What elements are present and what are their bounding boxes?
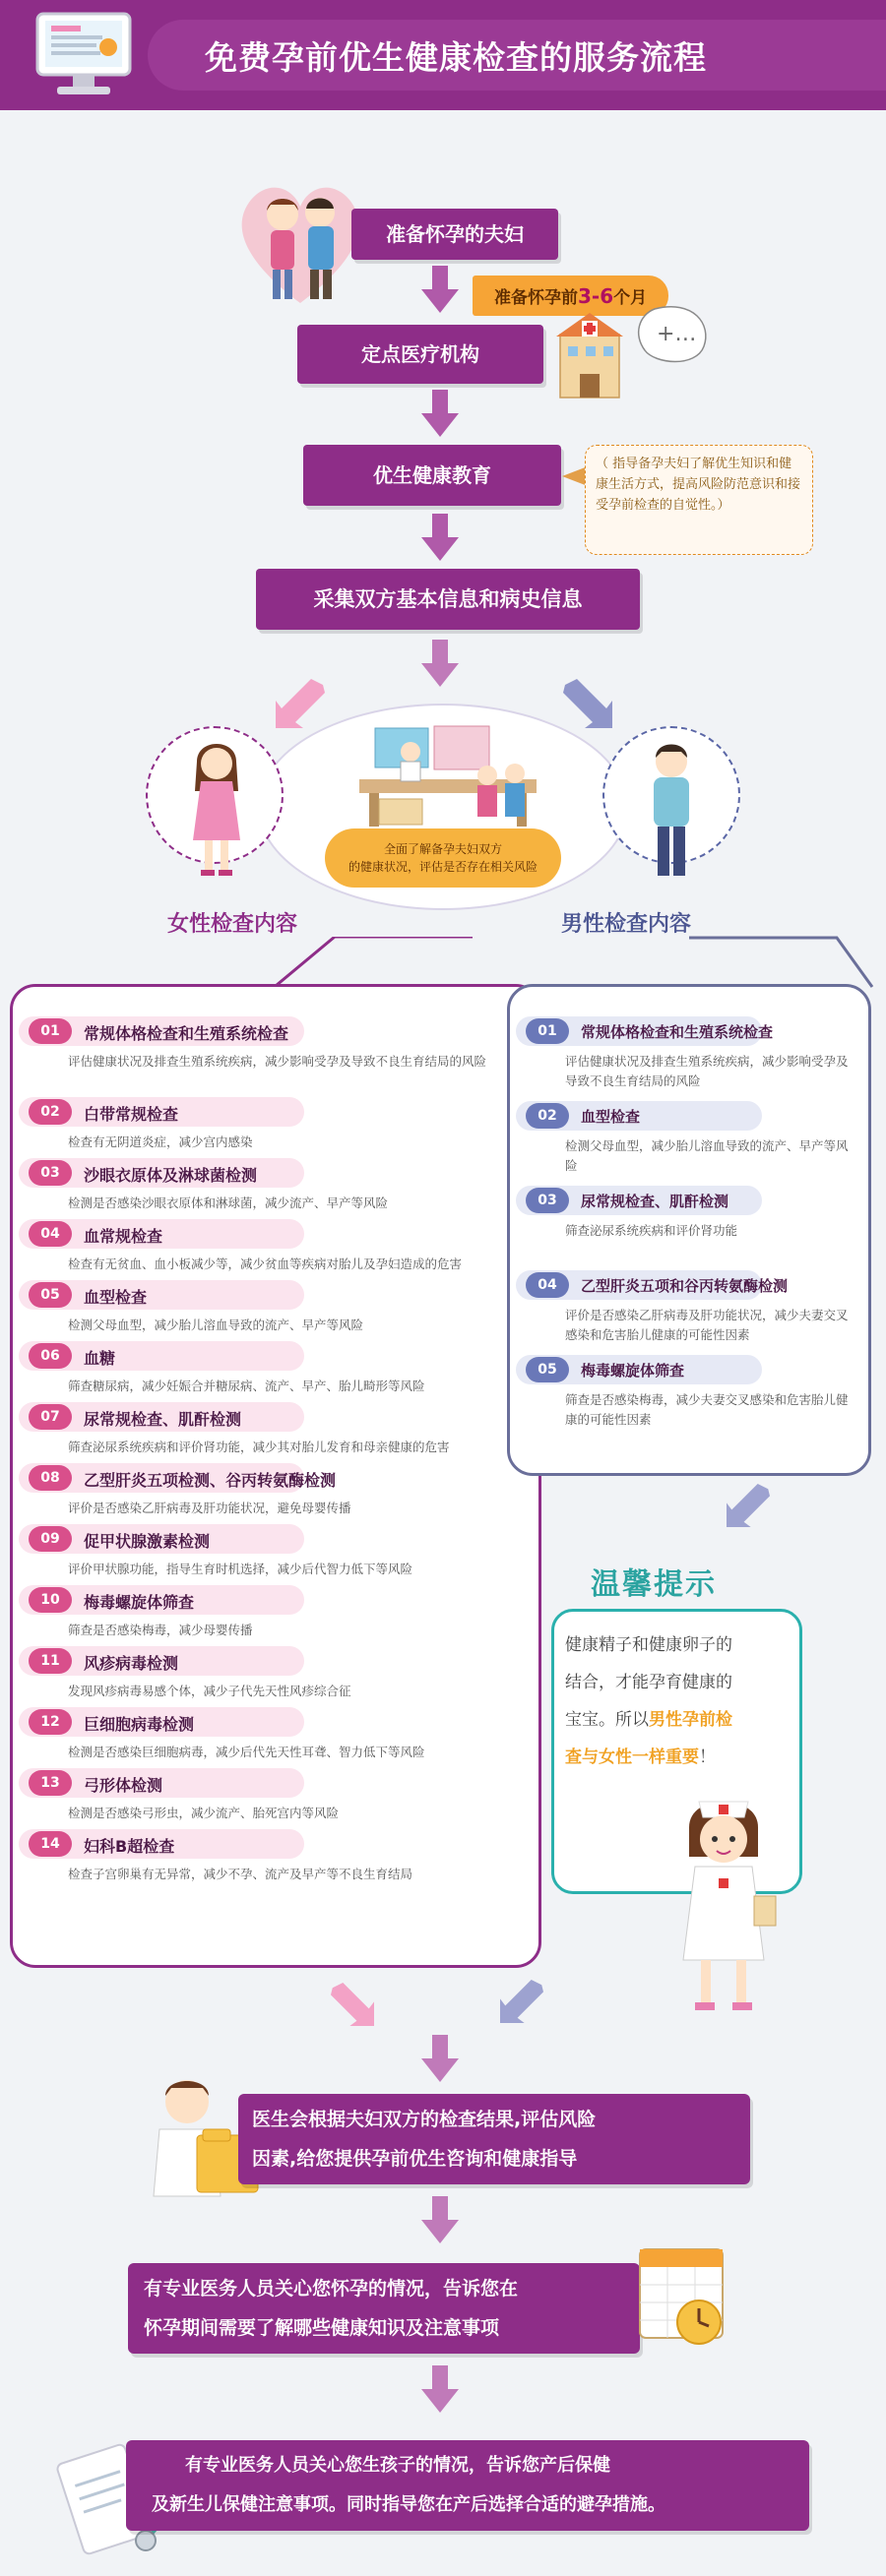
down-arrow-icon bbox=[421, 266, 459, 313]
item-title: 血型检查 bbox=[84, 1288, 148, 1307]
risk-line-1: 医生会根据夫妇双方的检查结果,评估风险 bbox=[252, 2109, 597, 2130]
item-number-badge: 10 bbox=[29, 1587, 72, 1613]
reminder-line-2: 结合，才能孕育健康的 bbox=[565, 1673, 732, 1692]
header-bar bbox=[0, 0, 886, 110]
reminder-title: 温馨提示 bbox=[591, 1567, 717, 1602]
time-tag-prefix: 准备怀孕前 bbox=[494, 288, 578, 308]
reminder-line-3 bbox=[565, 1701, 797, 1739]
item-description: 筛查是否感染梅毒，减少夫妻交叉感染和危害胎儿健康的可能性因素 bbox=[565, 1392, 849, 1427]
time-tag-range: 3-6 bbox=[578, 284, 614, 308]
item-description: 评估健康状况及排查生殖系统疾病，减少影响受孕及导致不良生育结局的风险 bbox=[68, 1054, 487, 1069]
computer-monitor-icon bbox=[30, 8, 138, 102]
nurse-illustration bbox=[660, 1788, 788, 2019]
down-right-arrow-icon bbox=[563, 679, 612, 728]
item-number-badge: 05 bbox=[526, 1357, 569, 1382]
down-left-arrow-icon bbox=[727, 1484, 770, 1527]
item-description: 检测父母血型，减少胎儿溶血导致的流产、早产等风险 bbox=[565, 1138, 849, 1173]
item-description: 检查子宫卵巢有无异常，减少不孕、流产及早产等不良生育结局 bbox=[68, 1867, 413, 1881]
male-section-label: 男性检查内容 bbox=[561, 912, 692, 937]
item-title: 白带常规检查 bbox=[84, 1105, 179, 1124]
assessment-line-2: 的健康状况，评估是否存在相关风险 bbox=[348, 860, 538, 874]
item-title: 促甲状腺激素检测 bbox=[84, 1532, 211, 1551]
item-title: 尿常规检查、肌酐检测 bbox=[581, 1193, 729, 1210]
item-number-badge: 11 bbox=[29, 1648, 72, 1674]
item-number-badge: 05 bbox=[29, 1282, 72, 1308]
item-description: 评价甲状腺功能，指导生育时机选择，减少后代智力低下等风险 bbox=[68, 1562, 413, 1576]
item-number-badge: 12 bbox=[29, 1709, 72, 1735]
item-description: 筛查是否感染梅毒，减少母婴传播 bbox=[68, 1623, 253, 1637]
male-checklist-panel bbox=[507, 984, 871, 1476]
assessment-line-1: 全面了解备孕夫妇双方 bbox=[383, 842, 502, 856]
item-title: 弓形体检测 bbox=[84, 1776, 163, 1795]
svg-text:+…: +… bbox=[657, 322, 697, 346]
center-assessment-note bbox=[325, 828, 561, 888]
item-title: 沙眼衣原体及淋球菌检测 bbox=[84, 1166, 258, 1185]
item-number-badge: 08 bbox=[29, 1465, 72, 1491]
calendar-clock-icon bbox=[630, 2234, 738, 2352]
education-note: （ 指导备孕夫妇了解优生知识和健康生活方式，提高风险防范意识和接受孕前检查的自觉性。） bbox=[585, 445, 813, 555]
item-title: 梅毒螺旋体筛查 bbox=[581, 1362, 685, 1380]
pregnancy-line-1: 有专业医务人员关心您怀孕的情况，告诉您在 bbox=[144, 2278, 519, 2300]
item-description: 筛查泌尿系统疾病和评价肾功能，减少其对胎儿发育和母亲健康的危害 bbox=[68, 1440, 450, 1454]
couple-heart-illustration bbox=[231, 165, 369, 313]
postpartum-care-box bbox=[126, 2440, 809, 2531]
down-arrow-icon bbox=[421, 2365, 459, 2413]
item-description: 检测是否感染沙眼衣原体和淋球菌，减少流产、早产等风险 bbox=[68, 1196, 389, 1210]
female-checklist-panel bbox=[10, 984, 541, 1968]
item-description: 评估健康状况及排查生殖系统疾病，减少影响受孕及导致不良生育结局的风险 bbox=[565, 1054, 849, 1088]
item-title: 风疹病毒检测 bbox=[84, 1654, 179, 1673]
hospital-building-illustration bbox=[546, 295, 714, 403]
item-description: 筛查泌尿系统疾病和评价肾功能 bbox=[565, 1223, 738, 1238]
down-arrow-icon bbox=[421, 514, 459, 561]
item-number-badge: 13 bbox=[29, 1770, 72, 1796]
down-left-arrow-icon bbox=[276, 679, 325, 728]
item-number-badge: 03 bbox=[526, 1188, 569, 1213]
female-panel-connector bbox=[276, 937, 473, 988]
reminder-body bbox=[565, 1626, 797, 1776]
item-title: 常规体格检查和生殖系统检查 bbox=[581, 1023, 774, 1041]
item-description: 检测是否感染弓形虫，减少流产、胎死宫内等风险 bbox=[68, 1806, 340, 1820]
item-number-badge: 04 bbox=[526, 1272, 569, 1298]
item-title: 巨细胞病毒检测 bbox=[84, 1715, 195, 1734]
item-number-badge: 01 bbox=[29, 1018, 72, 1044]
postpartum-line-2: 及新生儿保健注意事项。同时指导您在产后选择合适的避孕措施。 bbox=[152, 2494, 665, 2515]
down-left-arrow-icon bbox=[500, 1980, 543, 2023]
down-arrow-icon bbox=[421, 390, 459, 437]
item-title: 梅毒螺旋体筛查 bbox=[84, 1593, 195, 1612]
flow-step-education: 优生健康教育 bbox=[303, 445, 561, 506]
item-title: 血型检查 bbox=[581, 1108, 641, 1126]
reminder-line-3-prefix: 宝宝。所以 bbox=[565, 1710, 649, 1730]
reminder-line-1: 健康精子和健康卵子的 bbox=[565, 1635, 732, 1655]
item-title: 常规体格检查和生殖系统检查 bbox=[84, 1024, 289, 1043]
item-number-badge: 02 bbox=[526, 1103, 569, 1129]
item-title: 血常规检查 bbox=[84, 1227, 163, 1246]
flow-step-collect-info: 采集双方基本信息和病史信息 bbox=[256, 569, 640, 630]
item-number-badge: 14 bbox=[29, 1831, 72, 1857]
item-description: 检测父母血型，减少胎儿溶血导致的流产、早产等风险 bbox=[68, 1318, 364, 1332]
man-figure-illustration bbox=[622, 736, 721, 884]
item-description: 检查有无阴道炎症，减少宫内感染 bbox=[68, 1135, 253, 1149]
item-title: 尿常规检查、肌酐检测 bbox=[84, 1410, 242, 1429]
item-number-badge: 01 bbox=[526, 1018, 569, 1044]
female-section-label: 女性检查内容 bbox=[167, 912, 298, 937]
down-arrow-icon bbox=[421, 2035, 459, 2082]
item-description: 检查有无贫血、血小板减少等，减少贫血等疾病对胎儿及孕妇造成的危害 bbox=[68, 1257, 463, 1271]
item-number-badge: 02 bbox=[29, 1099, 72, 1125]
page-title: 免费孕前优生健康检查的服务流程 bbox=[205, 38, 707, 77]
down-arrow-icon bbox=[421, 640, 459, 687]
down-arrow-icon bbox=[421, 2196, 459, 2243]
item-title: 妇科B超检查 bbox=[84, 1837, 175, 1856]
doctor-consultation-illustration bbox=[340, 710, 556, 828]
reminder-highlight-1: 男性孕前检 bbox=[649, 1710, 732, 1730]
item-description: 评价是否感染乙肝病毒及肝功能状况，减少夫妻交叉感染和危害胎儿健康的可能性因素 bbox=[565, 1308, 849, 1342]
item-title: 乙型肝炎五项检测、谷丙转氨酶检测 bbox=[84, 1471, 337, 1490]
item-description: 发现风疹病毒易感个体，减少子代先天性风疹综合征 bbox=[68, 1684, 351, 1698]
risk-line-2: 因素,给您提供孕前优生咨询和健康指导 bbox=[252, 2148, 578, 2170]
item-title: 乙型肝炎五项和谷丙转氨酶检测 bbox=[581, 1277, 789, 1295]
item-description: 检测是否感染巨细胞病毒，减少后代先天性耳聋、智力低下等风险 bbox=[68, 1745, 425, 1759]
woman-figure-illustration bbox=[167, 732, 266, 880]
flow-step-couple: 准备怀孕的夫妇 bbox=[351, 209, 558, 260]
reminder-section bbox=[551, 1560, 807, 2022]
pregnancy-care-box bbox=[128, 2263, 640, 2354]
reminder-line-4-suffix: ！ bbox=[699, 1748, 716, 1767]
risk-assessment-box bbox=[238, 2094, 750, 2184]
male-panel-connector bbox=[689, 930, 876, 989]
item-description: 评价是否感染乙肝病毒及肝功能状况，避免母婴传播 bbox=[68, 1501, 351, 1515]
item-title: 血糖 bbox=[84, 1349, 116, 1368]
time-tag-suffix: 个月 bbox=[613, 288, 648, 308]
reminder-line-4 bbox=[565, 1739, 797, 1776]
postpartum-line-1: 有专业医务人员关心您生孩子的情况，告诉您产后保健 bbox=[185, 2455, 610, 2476]
item-description: 筛查糖尿病，减少妊娠合并糖尿病、流产、早产、胎儿畸形等风险 bbox=[68, 1379, 425, 1393]
pregnancy-line-2: 怀孕期间需要了解哪些健康知识及注意事项 bbox=[144, 2317, 500, 2339]
item-number-badge: 09 bbox=[29, 1526, 72, 1552]
reminder-highlight-2: 查与女性一样重要 bbox=[565, 1748, 699, 1767]
item-number-badge: 04 bbox=[29, 1221, 72, 1247]
item-number-badge: 03 bbox=[29, 1160, 72, 1186]
item-number-badge: 06 bbox=[29, 1343, 72, 1369]
down-right-arrow-icon bbox=[331, 1983, 374, 2026]
flow-step-clinic: 定点医疗机构 bbox=[297, 325, 543, 384]
item-number-badge: 07 bbox=[29, 1404, 72, 1430]
